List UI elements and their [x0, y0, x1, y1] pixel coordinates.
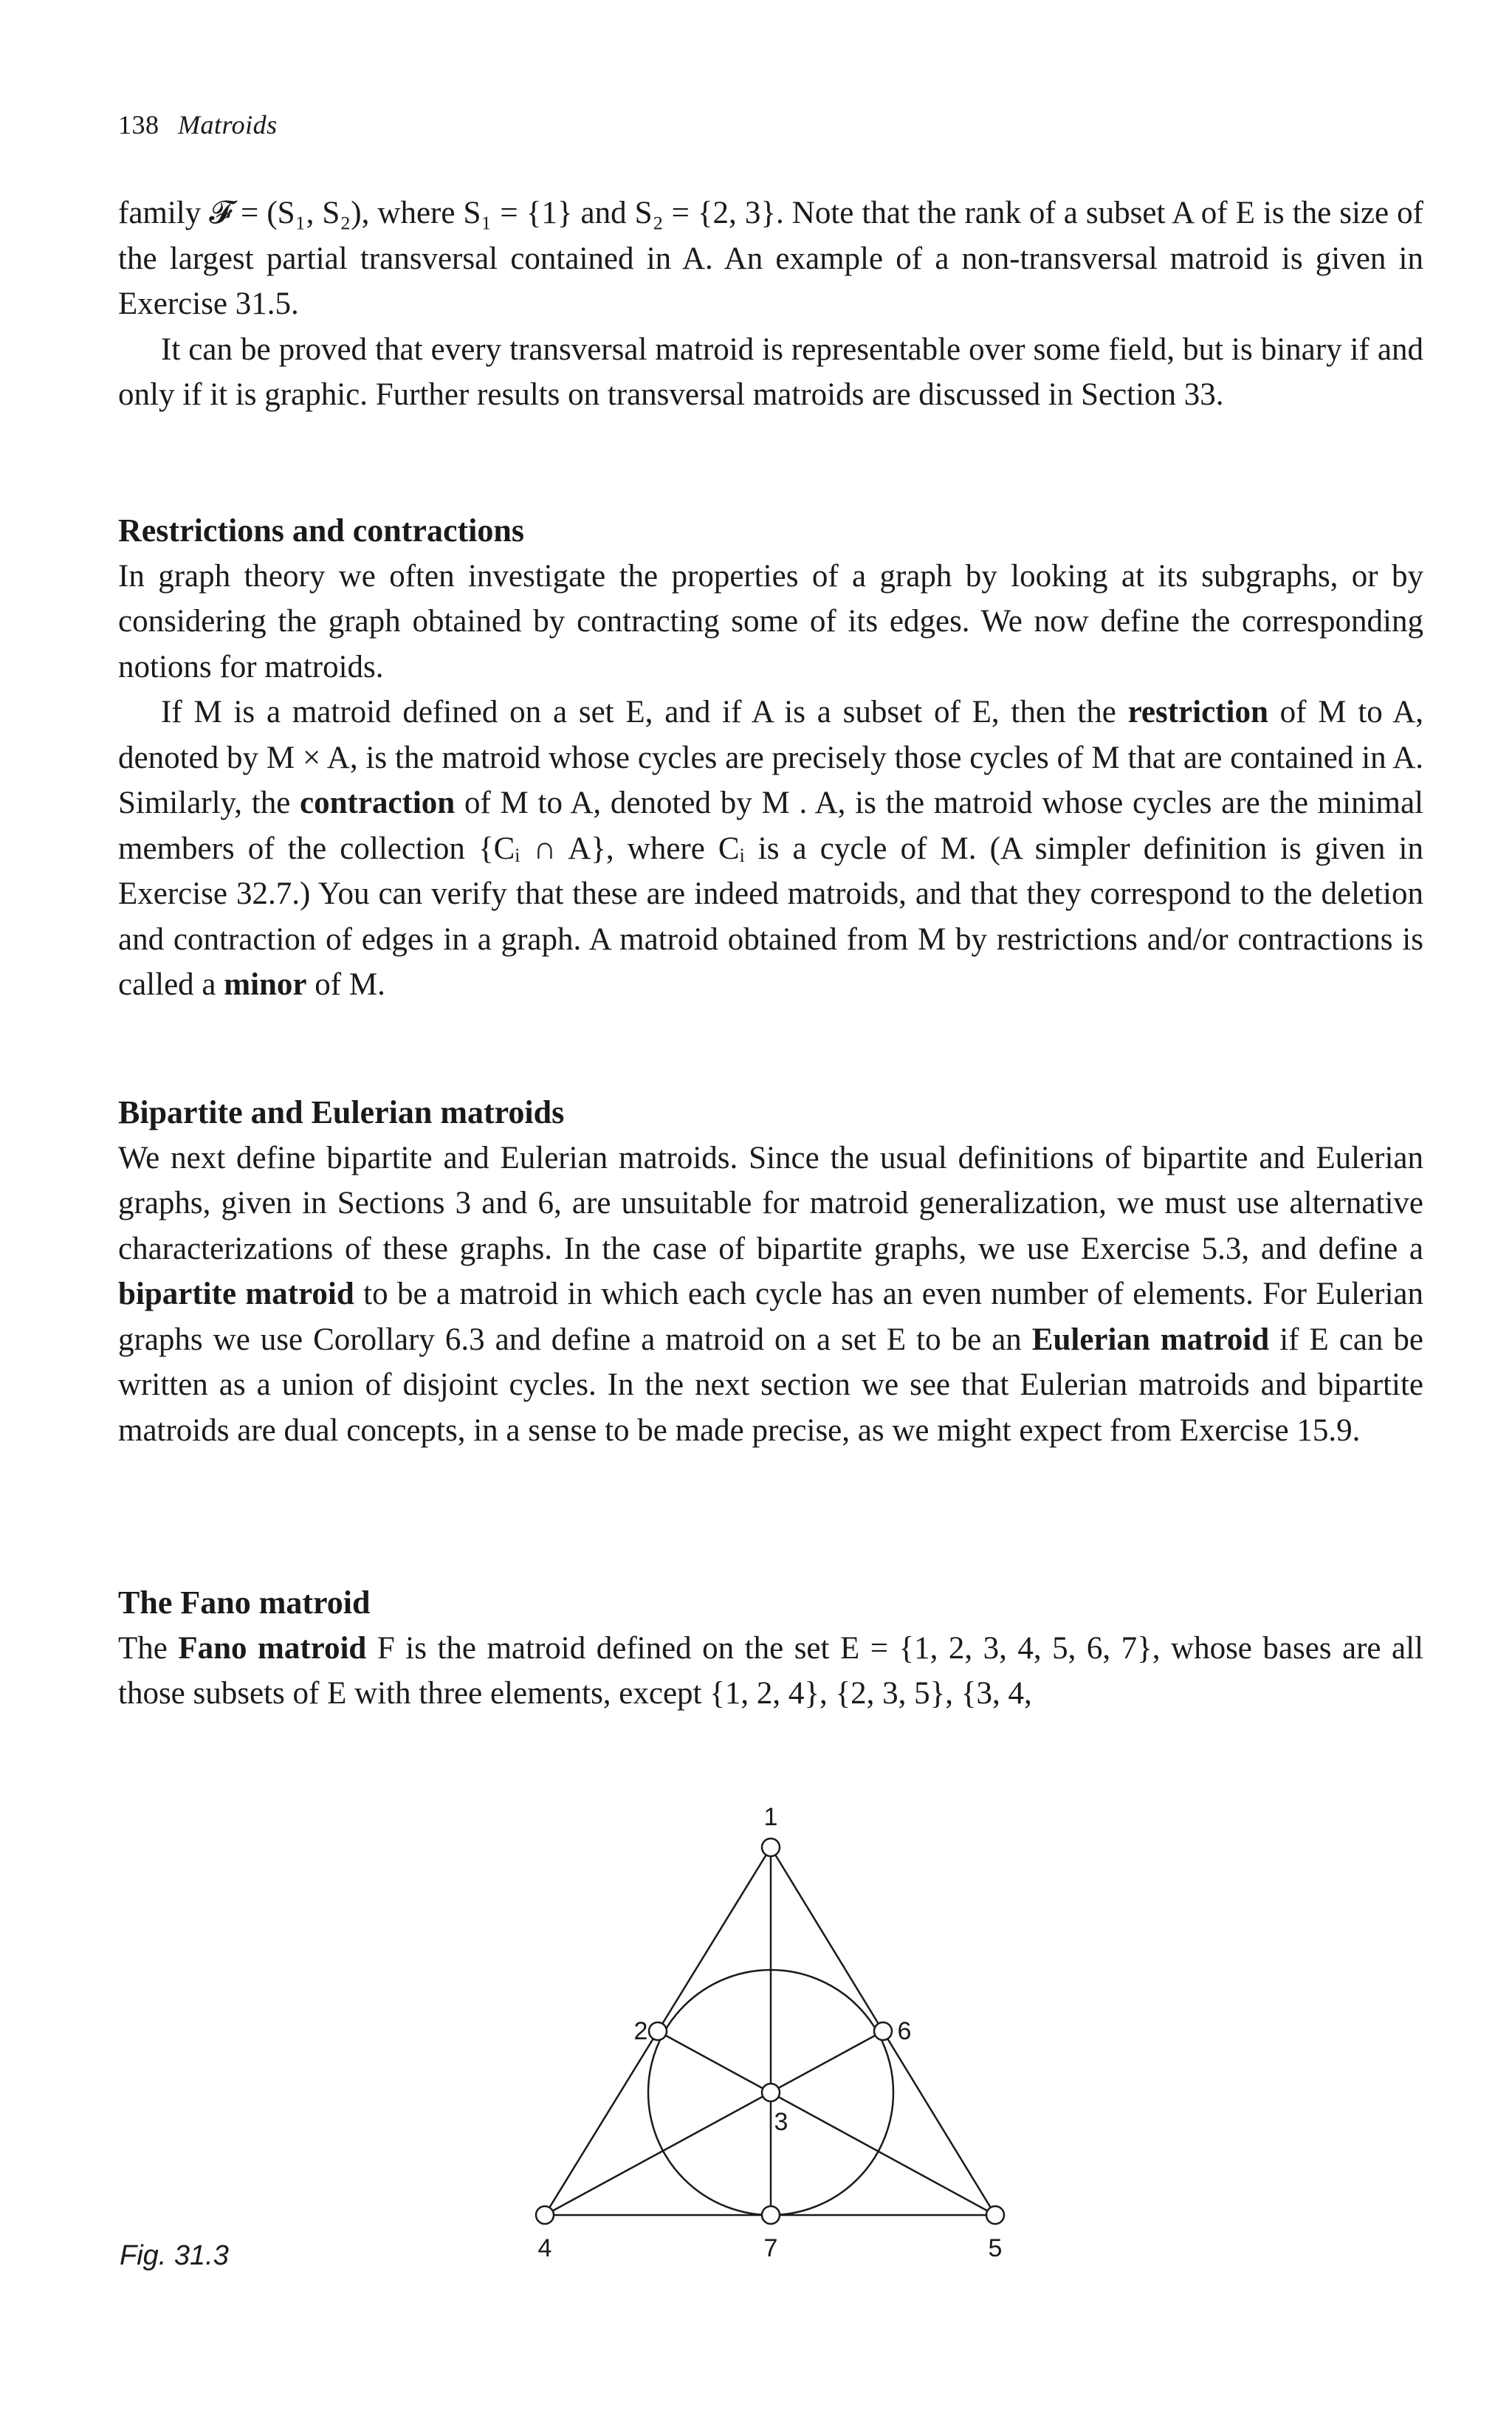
- chapter-title: Matroids: [178, 110, 278, 140]
- restrictions-paragraph-1: In graph theory we often investigate the properties of a graph by looking at its subgraphs, or by considering the graph obtained by contracting some of its edges. We now define the corresponding notions for matroids.: [118, 558, 1423, 684]
- page-number: 138: [118, 110, 159, 140]
- fano-paragraph: [118, 1626, 1423, 1717]
- node-label-7: 7: [763, 2234, 778, 2262]
- text-run: of M to A, denoted by M × A, is the matroid whose cycles are precisely those cycles of M that are contained in A. Similarly, the: [118, 695, 1424, 820]
- intro-section: [118, 190, 1423, 418]
- intro-paragraph-1: family 𝓕 = (S₁, S₂), where S₁ = {1} and S₂ = {2, 3}. Note that the rank of a subset A of E is the size of the largest partial transversal contained in A. An example of a non-transversal matroid is given in Exercise 31.5.: [118, 196, 1423, 321]
- node-4: [536, 2206, 554, 2224]
- fano-plane-figure: [517, 1787, 1019, 2289]
- edge-6-3-4: [545, 2031, 883, 2215]
- node-6: [874, 2022, 892, 2040]
- node-3: [762, 2084, 780, 2101]
- term-contraction: contraction: [300, 786, 456, 820]
- node-2: [649, 2022, 667, 2040]
- restrictions-paragraph-2: [118, 690, 1423, 1008]
- text-run: if E can be written as a union of disjoint cycles. In the next section we see that Eulerian matroids and bipartite matroids are dual concepts, in a sense to be made precise, as we might expect from Exercise 15.9.: [118, 1322, 1423, 1448]
- text-run: to be a matroid in which each cycle has an even number of elements. For Eulerian graphs we use Corollary 6.3 and define a matroid on a set E to be an: [118, 1277, 1423, 1357]
- node-label-5: 5: [988, 2234, 1003, 2262]
- figure-caption: Fig. 31.3: [120, 2240, 229, 2271]
- restrictions-section: [118, 508, 1423, 1008]
- intro-paragraph-2: It can be proved that every transversal matroid is representable over some field, but is binary if and only if it is graphic. Further results on transversal matroids are discussed in Section 33.: [118, 332, 1423, 412]
- node-label-2: 2: [633, 2017, 648, 2045]
- text-run: We next define bipartite and Eulerian matroids. Since the usual definitions of bipartite and Eulerian graphs, given in Sections 3 and 6, are unsuitable for matroid generalization, we must use alternative characterizations of these graphs. In the case of bipartite graphs, we use Exercise 5.3, and define a: [118, 1140, 1423, 1266]
- node-label-1: 1: [763, 1803, 778, 1831]
- edge-2-3-5: [658, 2031, 995, 2215]
- text-run: of M to A, denoted by M . A, is the matroid whose cycles are the minimal members of the collection {Cᵢ ∩ A}, where Cᵢ is a cycle of M. (A simpler definition is given in Exercise 32.7.) You can verify that these are indeed matroids, and that they correspond to the deletion and contraction of edges in a graph. A matroid obtained from M by restrictions and/or contractions is called a: [118, 786, 1423, 1002]
- node-1: [762, 1838, 780, 1856]
- node-7: [762, 2206, 780, 2224]
- term-fano-matroid: Fano matroid: [178, 1630, 367, 1666]
- text-run: of M.: [306, 967, 385, 1002]
- running-head: [118, 109, 278, 140]
- bipartite-section: [118, 1090, 1423, 1453]
- node-5: [986, 2206, 1004, 2224]
- section-heading-bipartite: Bipartite and Eulerian matroids: [118, 1094, 565, 1130]
- text-run: If M is a matroid defined on a set E, and if A is a subset of E, then the: [161, 695, 1128, 729]
- text-run: The: [118, 1630, 179, 1666]
- bipartite-paragraph: [118, 1136, 1423, 1454]
- term-bipartite-matroid: bipartite matroid: [118, 1277, 354, 1311]
- text-run: F is the matroid defined on the set E = {1, 2, 3, 4, 5, 6, 7}, whose bases are all those subsets of E with three elements, except {1, 2, 4}, {2, 3, 5}, {3, 4,: [118, 1630, 1423, 1711]
- term-minor: minor: [224, 967, 307, 1002]
- node-label-4: 4: [537, 2234, 552, 2262]
- section-heading-fano: The Fano matroid: [118, 1584, 371, 1621]
- section-heading-restrictions: Restrictions and contractions: [118, 512, 524, 549]
- term-eulerian-matroid: Eulerian matroid: [1031, 1322, 1270, 1357]
- node-label-6: 6: [897, 2017, 912, 2045]
- fano-section: [118, 1580, 1423, 1717]
- node-label-3: 3: [774, 2108, 788, 2136]
- term-restriction: restriction: [1127, 695, 1268, 729]
